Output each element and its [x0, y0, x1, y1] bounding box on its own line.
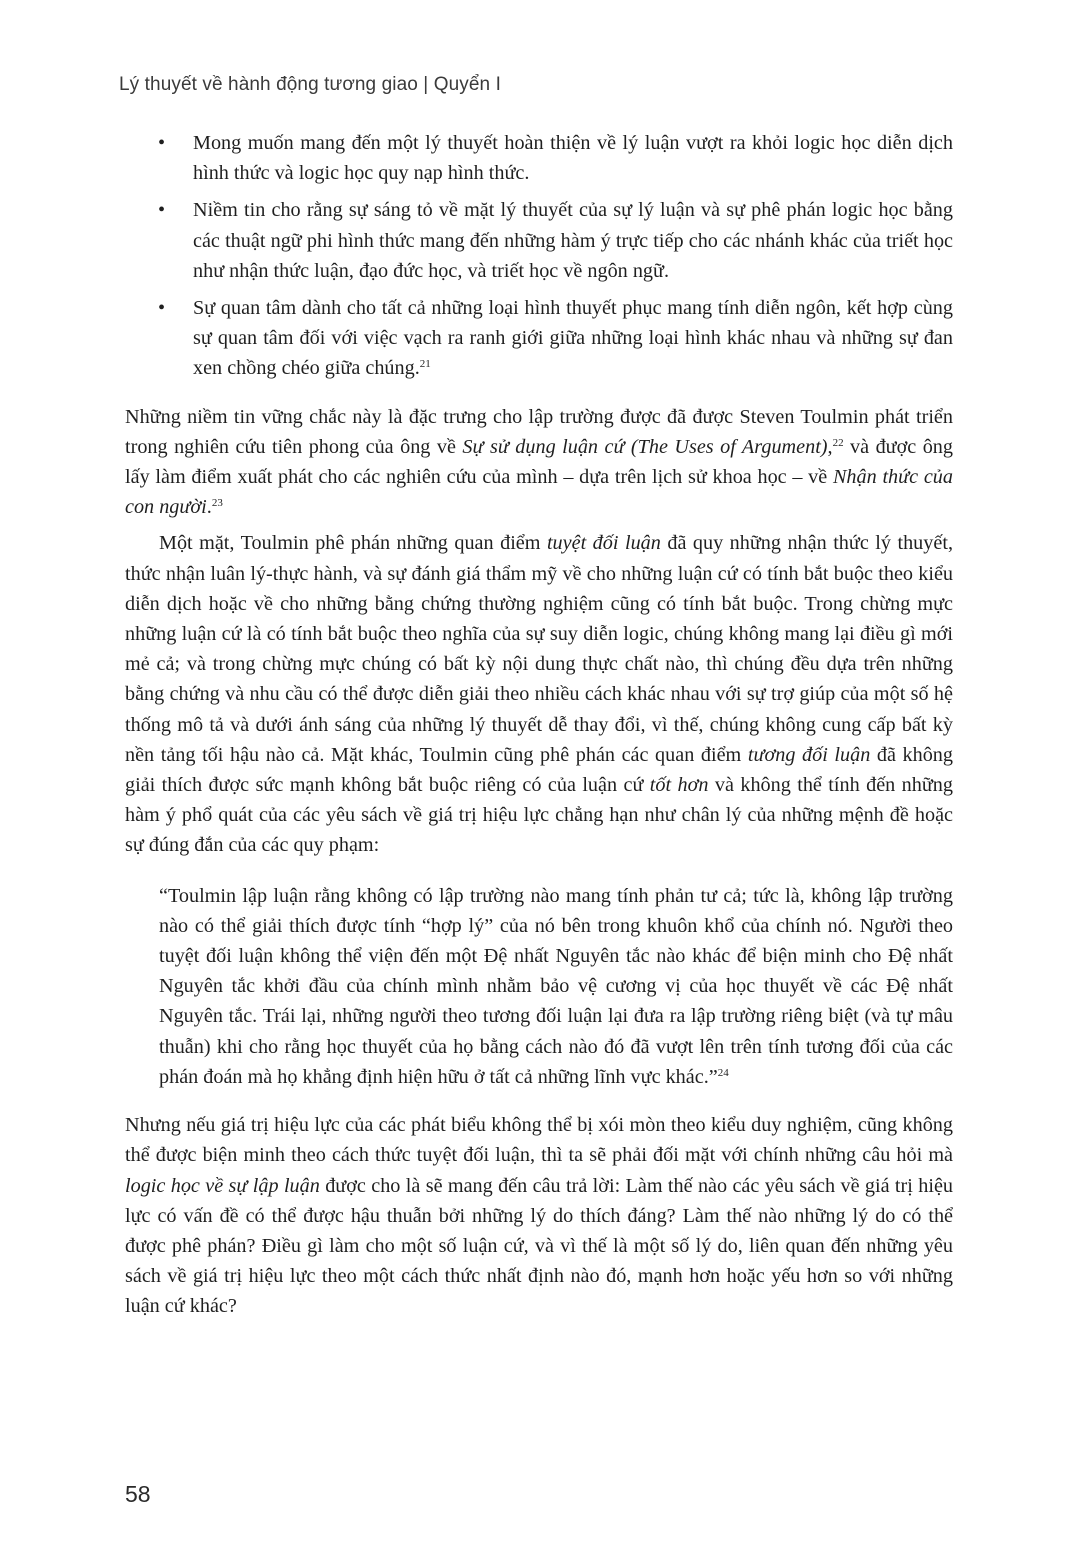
list-item — [125, 128, 953, 188]
paragraph-toulmin-intro — [125, 402, 953, 523]
text-run: đã quy những nhận thức lý thuyết, thức nhận luân lý-thực hành, và sự đánh giá thẩm mỹ về cho những luận cứ có tính bắt buộc theo kiểu diễn dịch hoặc về cho những bằng chứng thường nghiệm cũng có tính bắt buộc. Trong chừng mực những luận cứ là có tính bắt buộc theo nghĩa của sự suy diễn logic, chúng không mang lại điều gì mới mẻ cả; và trong chừng mực chúng có bất kỳ nội dung thực chất nào, thì chúng đều dựa trên những bằng chứng và nhu cầu có thể được diễn giải theo nhiều cách khác nhau với sự trợ giúp của một số hệ thống mô tả và dưới ánh sáng của những lý thuyết dễ thay đổi, vì thế, chúng không cung cấp bất kỳ nền tảng tối hậu nào cả. Mặt khác, Toulmin cũng phê phán các quan điểm — [125, 532, 953, 766]
text-run: Một mặt, Toulmin phê phán những quan điểm — [159, 532, 547, 555]
emphasis: logic học về sự lập luận — [125, 1174, 320, 1197]
text-run: Nhưng nếu giá trị hiệu lực của các phát biểu không thể bị xói mòn theo kiểu duy nghiệm, cũng không thể được biện minh theo cách thức tuyệt đối luận, thì ta sẽ phải đối mặt với chính những câu hỏi mà — [125, 1114, 953, 1167]
block-quote — [125, 881, 953, 1092]
emphasis: tốt hơn — [649, 774, 709, 797]
bullet-text: Niềm tin cho rằng sự sáng tỏ về mặt lý thuyết của sự lý luận và sự phê phán logic học bằng các thuật ngữ phi hình thức mang đến những hàm ý trực tiếp cho các nhánh khác của triết học như nhận thức luận, đạo đức học, và triết học về ngôn ngữ. — [193, 199, 953, 282]
book-title: Sự sử dụng luận cứ (The Uses of Argument) — [462, 435, 828, 458]
text-run: , — [827, 435, 833, 458]
footnote-ref[interactable]: 24 — [717, 1066, 729, 1079]
page-number: 58 — [125, 1481, 151, 1507]
running-header: Lý thuyết về hành động tương giao | Quyển I — [119, 74, 501, 95]
paragraph-critique — [125, 528, 953, 860]
text-run: . — [206, 496, 212, 519]
emphasis: tuyệt đối luận — [546, 532, 661, 555]
text-run: Những niềm tin vững chắc này là đặc trưng cho lập trường được đã được Steven Toulmin phát triển trong nghiên cứu tiên phong của ông về — [125, 405, 953, 458]
bullet-text: Sự quan tâm dành cho tất cả những loại hình thuyết phục mang tính diễn ngôn, kết hợp cùng sự quan tâm đối với việc vạch ra ranh giới giữa những loại hình khác nhau và những sự đan xen chồng chéo giữa chúng. — [193, 297, 953, 380]
bullet-icon: • — [158, 199, 166, 222]
list-item — [125, 195, 953, 286]
text-run: và được ông lấy làm điểm xuất phát cho các nghiên cứu của mình – dựa trên lịch sử khoa học – về — [125, 435, 953, 489]
text-run: đã không giải thích được sức mạnh không bắt buộc riêng có của luận cứ — [125, 743, 953, 797]
footnote-ref[interactable]: 22 — [832, 436, 844, 449]
text-run: được cho là sẽ mang đến câu trả lời: Làm thế nào các yêu sách về giá trị hiệu lực có vấn đề có thể được hậu thuẫn bởi những lý do thích đáng? Làm thế nào những lý do có thể được phê phán? Điều gì làm cho một số luận cứ, và vì thế là một số lý do, liên quan đến những yêu sách về giá trị hiệu lực theo một cách thức nhất định nào đó, mạnh hơn hoặc yếu hơn so với những luận cứ khác? — [125, 1174, 953, 1318]
book-title: Nhận thức của con người — [125, 466, 953, 519]
emphasis: tương đối luận — [747, 743, 871, 766]
quote-text: “Toulmin lập luận rằng không có lập trường nào mang tính phản tư cả; tức là, không lập trường nào có thể giải thích được tính “hợp lý” của nó bên trong khuôn khổ của chính nó. Người theo tuyệt đối luận không thể viện đến một Đệ nhất Nguyên tắc nào khác để biện minh cho Đệ nhất Nguyên tắc khởi đầu của chính mình nhằm bảo vệ cương vị của học thuyết về các Đệ nhất Nguyên tắc. Trái lại, những người theo tương đối luận lại đưa ra lập trường riêng biệt (và tự mâu thuẫn) khi cho rằng học thuyết của họ bằng cách nào đó đã vượt lên trên tính tương đối của các phán đoán mà họ khẳng định hiện hữu ở tất cả những lĩnh vực khác.” — [159, 884, 953, 1088]
page-body — [125, 128, 953, 1322]
paragraph-logic-questions — [125, 1110, 953, 1321]
footnote-ref[interactable]: 23 — [211, 497, 223, 510]
bullet-list — [125, 128, 953, 384]
bullet-icon: • — [158, 297, 166, 320]
footnote-ref[interactable]: 21 — [419, 358, 431, 371]
text-run: và không thể tính đến những hàm ý phổ quát của các yêu sách về giá trị hiệu lực chẳng hạn như chân lý của những mệnh đề hoặc sự đúng đắn của các quy phạm: — [125, 774, 953, 857]
list-item — [125, 293, 953, 384]
bullet-icon: • — [158, 132, 166, 154]
bullet-text: Mong muốn mang đến một lý thuyết hoàn thiện về lý luận vượt ra khỏi logic học diễn dịch hình thức và logic học quy nạp hình thức. — [193, 132, 953, 185]
